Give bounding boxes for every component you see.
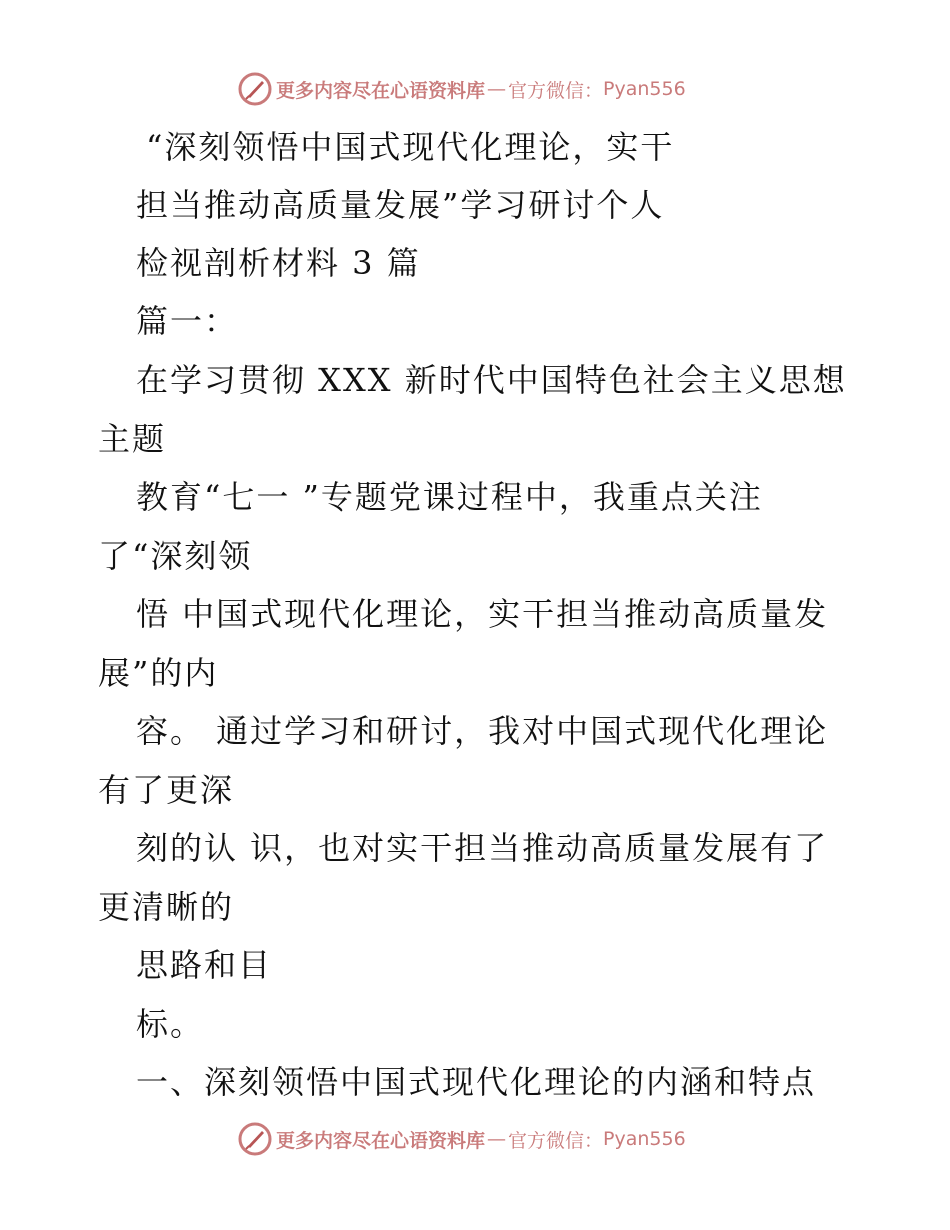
banner-label: 官方微信： [508, 1129, 604, 1152]
banner-slogan: 更多内容尽在心语资料库 [276, 1129, 486, 1152]
quill-logo-icon [238, 72, 272, 106]
body-line: 标。 [136, 1005, 205, 1043]
body-line: 教育“七一 ”专题党课过程中，我重点关注 [136, 478, 763, 516]
title-line-2: 担当推动高质量发展”学习研讨个人 [136, 186, 665, 224]
banner-label: 官方微信： [508, 79, 604, 102]
header-banner [238, 72, 758, 106]
banner-slogan: 更多内容尽在心语资料库 [276, 79, 486, 102]
body-line: 展”的内 [98, 654, 219, 692]
body-line: 主题 [98, 420, 167, 458]
body-line: 思路和目 [136, 946, 273, 984]
body-line: 容。 通过学习和研讨，我对中国式现代化理论 [136, 712, 829, 750]
title-line-1: “深刻领悟中国式现代化理论，实干 [146, 128, 675, 166]
section-heading: 篇一： [136, 302, 239, 340]
body-line: 有了更深 [98, 771, 235, 809]
banner-wechat-id: Pyan556 [603, 78, 686, 100]
body-line: 在学习贯彻 XXX 新时代中国特色社会主义思想 [136, 361, 847, 399]
body-line: 悟 中国式现代化理论，实干担当推动高质量发 [136, 595, 829, 633]
title-line-3: 检视剖析材料 3 篇 [136, 244, 421, 282]
banner-dash: — [487, 1128, 507, 1150]
banner-dash: — [487, 78, 507, 100]
body-line: 了“深刻领 [98, 537, 253, 575]
footer-banner [238, 1122, 758, 1156]
body-line: 更清晰的 [98, 888, 235, 926]
banner-wechat-id: Pyan556 [603, 1128, 686, 1150]
body-line: 一、深刻领悟中国式现代化理论的内涵和特点 [136, 1063, 817, 1101]
quill-logo-icon [238, 1122, 272, 1156]
body-line: 刻的认 识，也对实干担当推动高质量发展有了 [136, 829, 829, 867]
